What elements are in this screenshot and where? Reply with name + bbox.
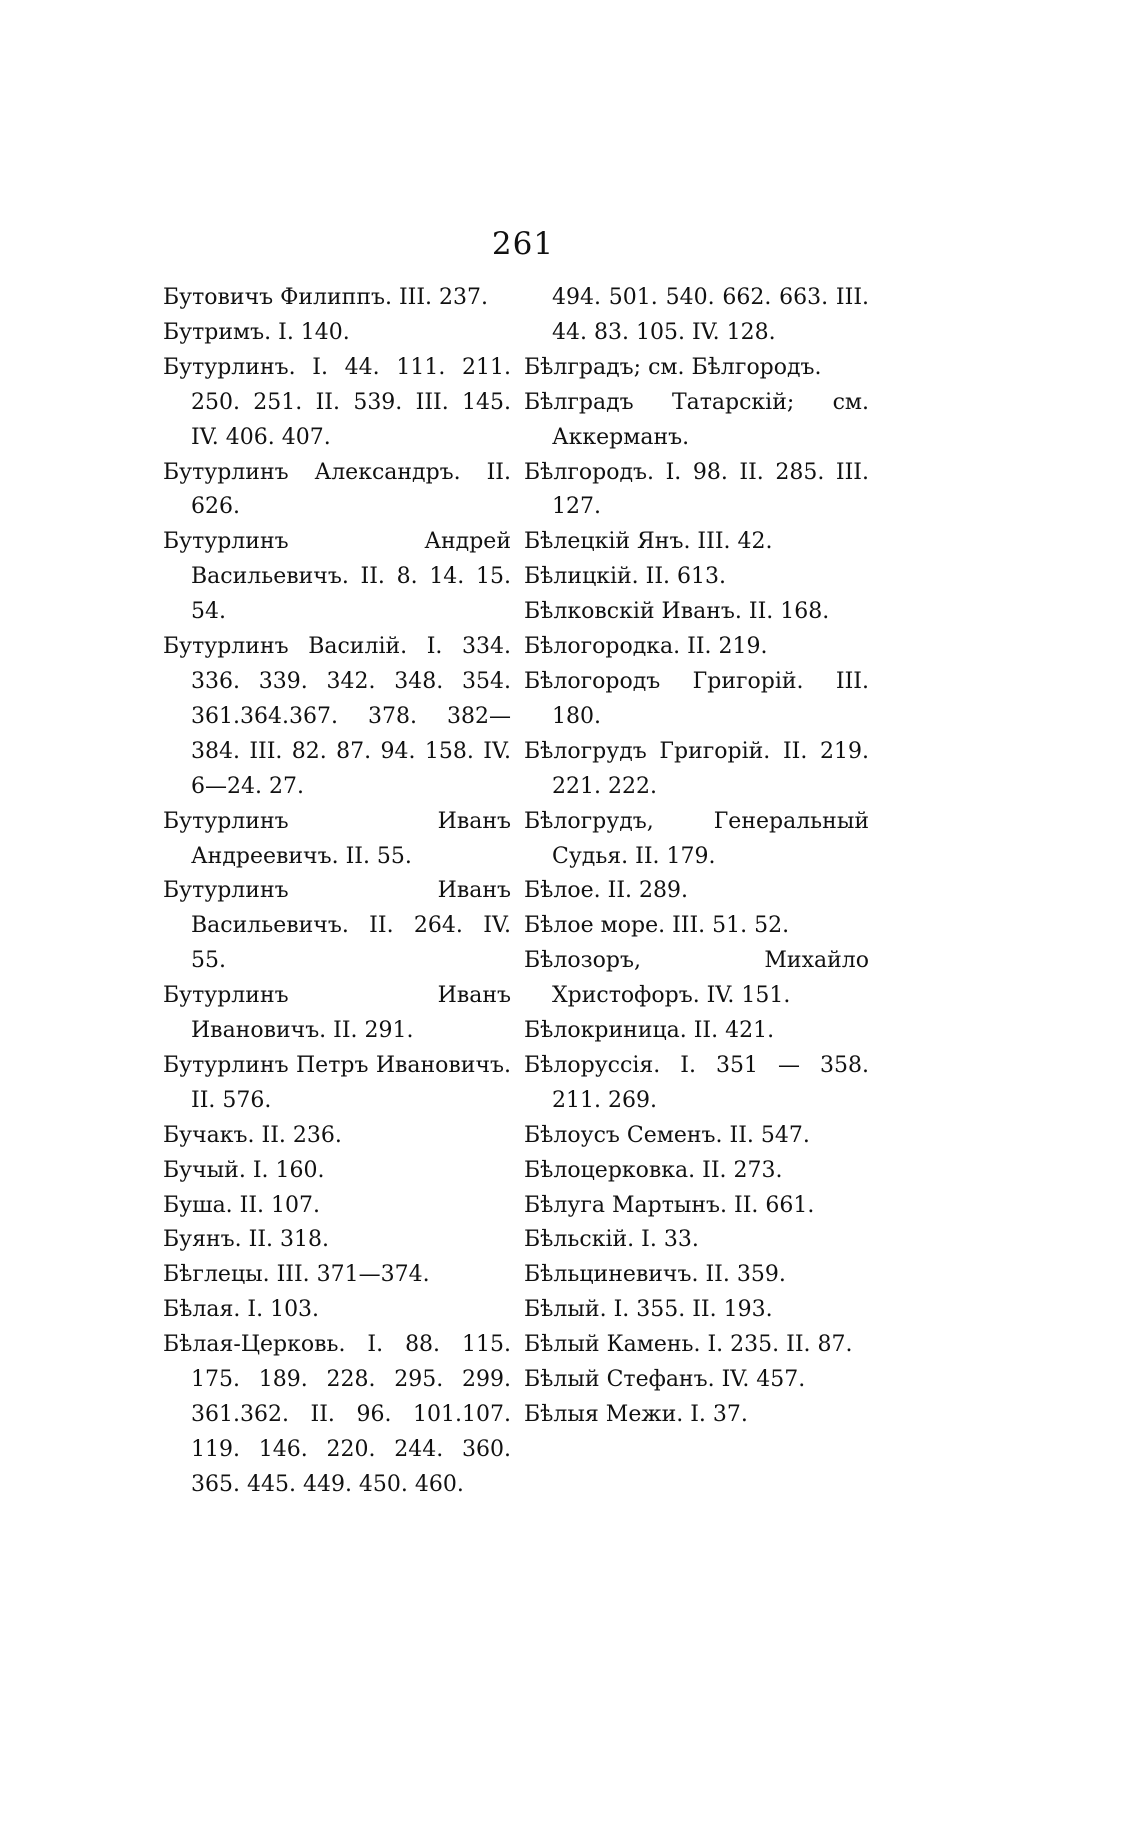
index-entry: Бѣлградъ Татарскій; см. Аккерманъ. (524, 389, 869, 450)
index-entry: Бѣлое море. III. 51. 52. (524, 913, 790, 939)
index-entry: Бутовичъ Филиппъ. III. 237. (163, 285, 489, 310)
index-entry: Бучакъ. II. 236. (163, 1122, 342, 1148)
index-entry: Бѣлыя Межи. I. 37. (524, 1402, 748, 1427)
index-entry: Бѣлая-Церковь. I. 88. 115. 175. 189. 228. 295. 299. 361.362. II. 96. 101.107. 119. 146. 220. 244. 360. 365. 445. 449. 450. 460. (163, 1332, 511, 1497)
index-entry: Бѣлицкій. II. 613. (524, 564, 727, 590)
index-entry: Бутурлинъ Петръ Ивановичъ. II. 576. (163, 1052, 511, 1113)
index-entry: Бутурлинъ Иванъ Васильевичъ. II. 264. IV. 55. (163, 878, 511, 974)
index-entry: Буша. II. 107. (163, 1192, 321, 1218)
index-entry: Бѣлогрудъ Григорій. II. 219. 221. 222. (524, 738, 869, 799)
index-entry: Бутурлинъ Александръ. II. 626. (163, 459, 511, 520)
index-entry: Бѣлый Стефанъ. IV. 457. (524, 1367, 806, 1393)
index-entry: Бѣлокриница. II. 421. (524, 1018, 775, 1044)
index-entry-continuation: 494. 501. 540. 662. 663. III. 44. 83. 105. IV. 128. (552, 285, 869, 345)
index-entry: Бѣлоцерковка. II. 273. (524, 1157, 783, 1183)
index-entry: Бѣлозоръ, Михайло Христофоръ. IV. 151. (524, 948, 869, 1009)
index-entry: Бутримъ. I. 140. (163, 319, 350, 345)
index-entry: Бучый. I. 160. (163, 1157, 325, 1183)
index-entry: Бѣлый Камень. I. 235. II. 87. (524, 1332, 853, 1358)
index-column-left (163, 281, 511, 1503)
index-entry: Бѣлградъ; см. Бѣлгородъ. (524, 354, 822, 380)
index-entry: Бутурлинъ Иванъ Ивановичъ. II. 291. (163, 983, 511, 1044)
index-entry: Бѣльциневичъ. II. 359. (524, 1262, 786, 1288)
index-entry: Бѣльскій. I. 33. (524, 1227, 699, 1253)
index-entry: Бутурлинъ Иванъ Андреевичъ. II. 55. (163, 808, 511, 869)
index-entry: Бѣлое. II. 289. (524, 878, 689, 904)
index-entry: Бѣлковскій Иванъ. II. 168. (524, 599, 830, 625)
index-entry: Бѣлогородъ Григорій. III. 180. (524, 668, 869, 729)
index-entry: Бѣлуга Мартынъ. II. 661. (524, 1192, 815, 1218)
index-entry: Бѣлогрудъ, Генеральный Судья. II. 179. (524, 808, 869, 869)
index-entry: Бутурлинъ Андрей Васильевичъ. II. 8. 14. 15. 54. (163, 529, 511, 625)
page-number: 261 (491, 226, 555, 262)
index-entry: Бѣлецкій Янъ. III. 42. (524, 529, 773, 555)
index-entry: Бѣлоусъ Семенъ. II. 547. (524, 1122, 810, 1148)
index-entry: Бѣлогородка. II. 219. (524, 634, 768, 660)
index-entry: Бѣглецы. III. 371—374. (163, 1262, 430, 1288)
index-entry: Бѣлоруссія. I. 351 — 358. 211. 269. (524, 1052, 869, 1113)
index-entry: Бутурлинъ Василій. I. 334. 336. 339. 342. 348. 354. 361.364.367. 378. 382—384. III. 82. 87. 94. 158. IV. 6—24. 27. (163, 634, 511, 799)
index-entry: Бѣлая. I. 103. (163, 1297, 320, 1323)
index-column-right (524, 281, 869, 1433)
index-entry: Бѣлгородъ. I. 98. II. 285. III. 127. (524, 459, 869, 520)
index-entry: Буянъ. II. 318. (163, 1227, 329, 1253)
index-entry: Бутурлинъ. I. 44. 111. 211. 250. 251. II. 539. III. 145. IV. 406. 407. (163, 354, 511, 450)
index-entry: Бѣлый. I. 355. II. 193. (524, 1297, 773, 1323)
